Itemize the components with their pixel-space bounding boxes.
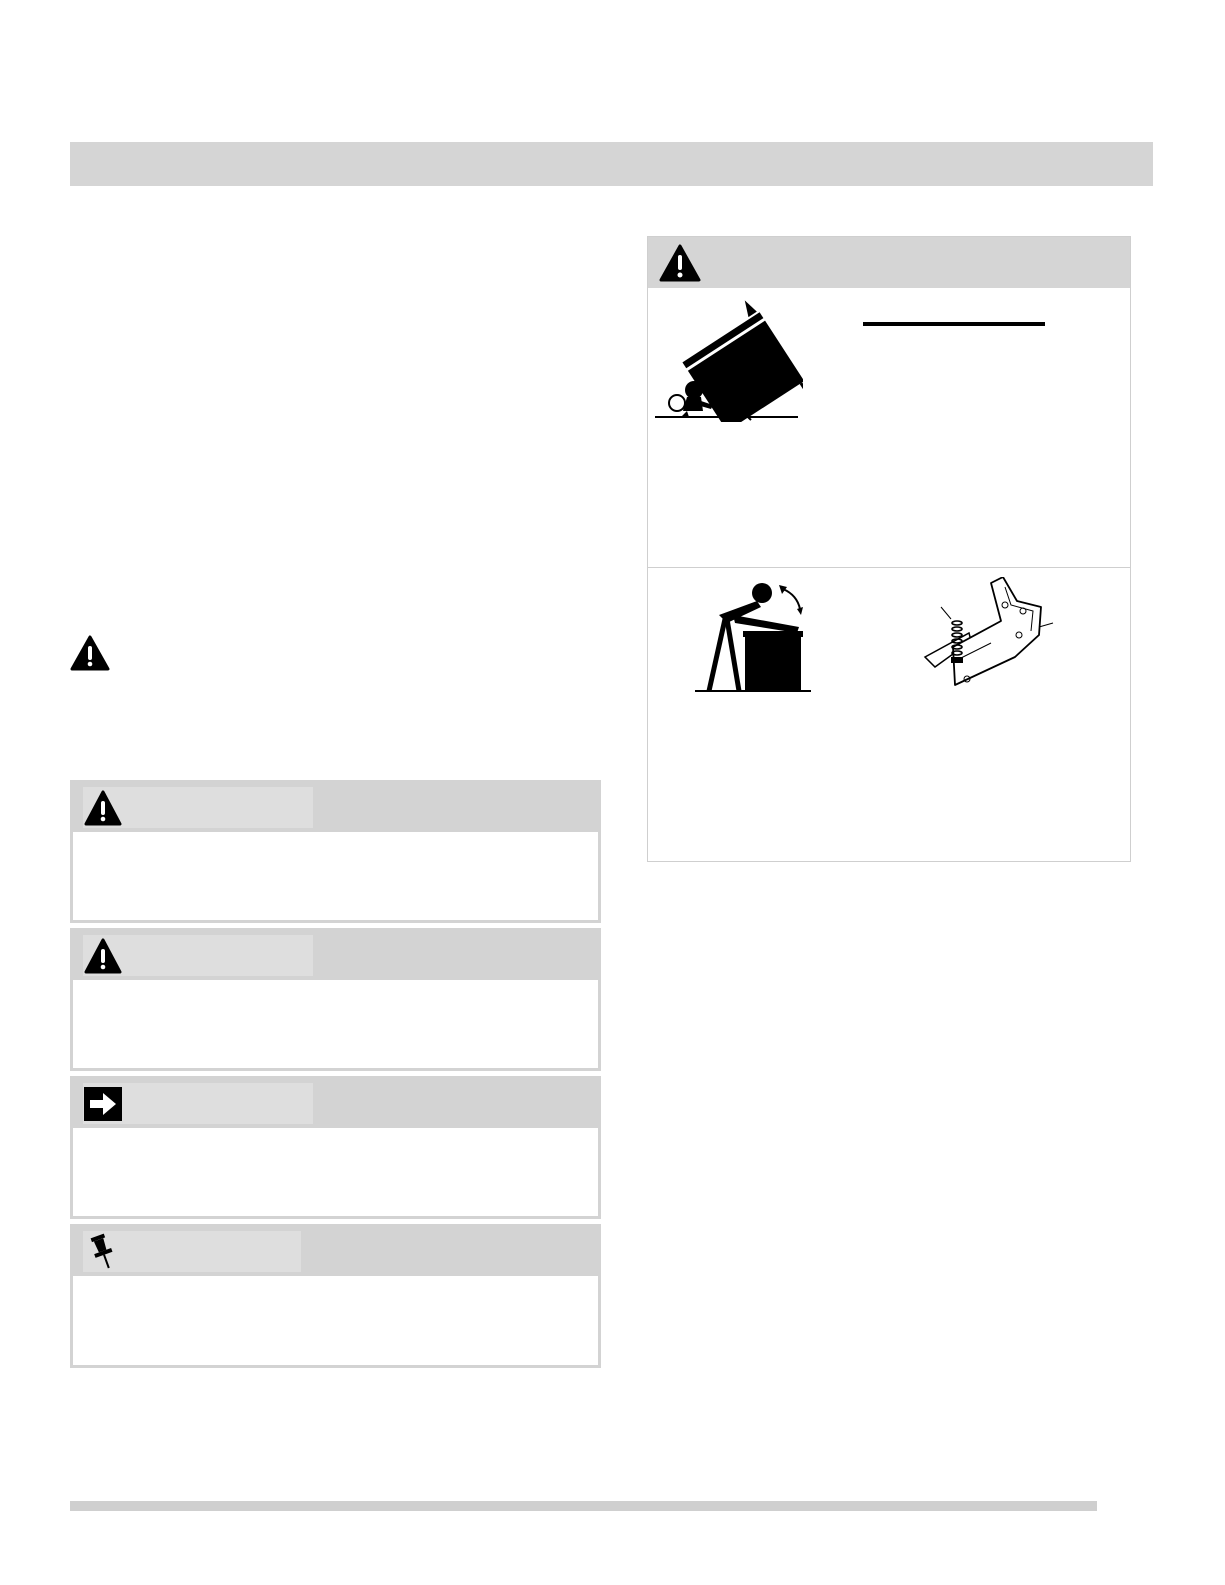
notice-header xyxy=(73,931,598,980)
section-header-bar xyxy=(70,142,1153,186)
notice-header xyxy=(73,1079,598,1128)
tip-over-warning-panel xyxy=(647,236,1131,862)
warning-notice-box xyxy=(70,928,601,1071)
panel-divider xyxy=(648,567,1130,568)
pushpin-icon xyxy=(83,1233,123,1271)
note-notice-box xyxy=(70,1224,601,1368)
warning-triangle-icon xyxy=(658,243,702,283)
arrow-right-icon xyxy=(83,1085,123,1123)
person-checking-range-illustration xyxy=(693,579,818,699)
warning-triangle-icon xyxy=(83,937,123,975)
warning-triangle-icon xyxy=(70,635,110,671)
warning-triangle-icon xyxy=(83,789,123,827)
panel-title-rule xyxy=(863,322,1045,326)
warning-notice-box xyxy=(70,780,601,923)
anti-tip-bracket-illustration xyxy=(913,577,1063,707)
panel-header xyxy=(648,237,1130,288)
footer-bar xyxy=(70,1501,1097,1511)
notice-header xyxy=(73,1227,598,1276)
notice-header xyxy=(73,783,598,832)
important-notice-box xyxy=(70,1076,601,1219)
range-tip-over-child-illustration xyxy=(653,297,803,422)
